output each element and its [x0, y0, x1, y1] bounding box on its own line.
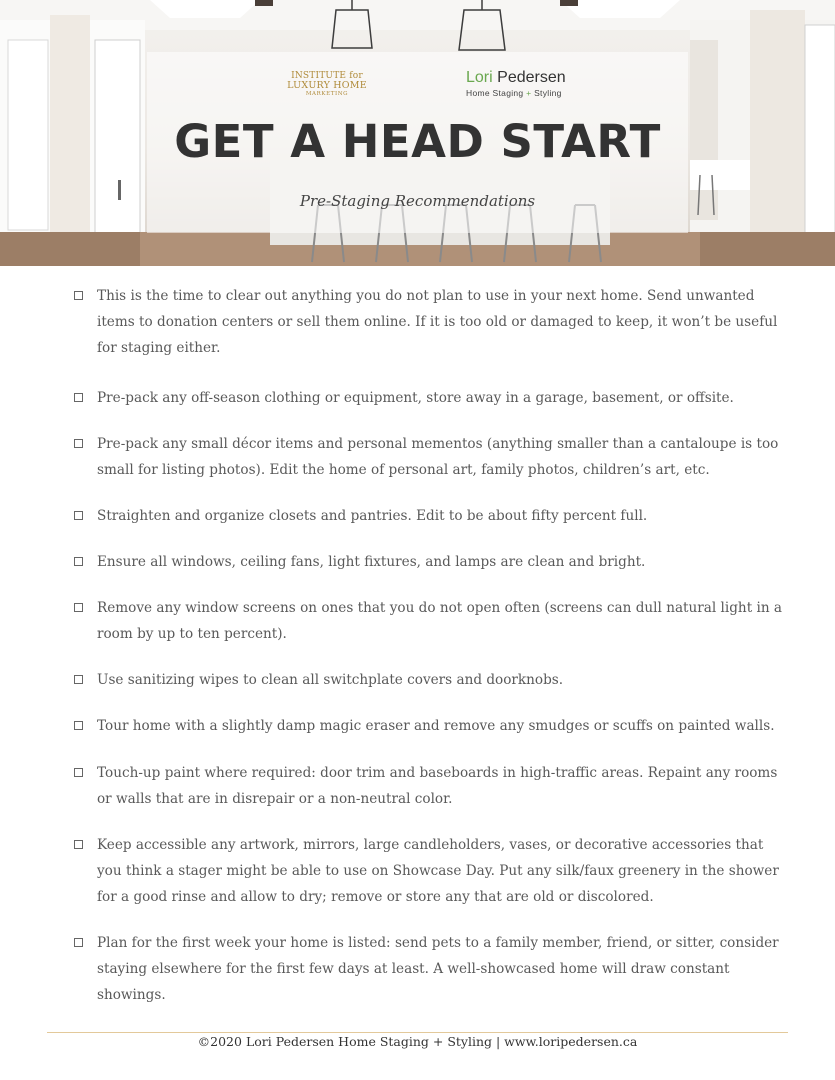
list-item-text: Pre-pack any small décor items and personal mementos (anything smaller than a cantaloupe is too small for listing photos). Edit the home of personal art, family photos, children’s art, etc. [97, 436, 779, 478]
hero-banner [0, 0, 835, 266]
brand-logo [466, 69, 576, 98]
list-item-text: Keep accessible any artwork, mirrors, large candleholders, vases, or decorative accessories that you think a stager might be able to use on Showcase Day. Put any silk/faux greenery in the shower for a good rinse and allow to dry; remove or store any that are old or discolored. [97, 837, 779, 905]
list-item-text: Plan for the first week your home is listed: send pets to a family member, friend, or sitter, consider staying elsewhere for the first few days at least. A well-showcased home will draw constant showings. [97, 935, 779, 1003]
list-item [74, 931, 784, 1008]
checkbox-icon[interactable] [74, 291, 83, 300]
checkbox-icon[interactable] [74, 511, 83, 520]
list-item [74, 550, 784, 576]
checkbox-icon[interactable] [74, 721, 83, 730]
footer-text: ©2020 Lori Pedersen Home Staging + Styling | www.loripedersen.ca [197, 1034, 638, 1049]
list-item-text: Tour home with a slightly damp magic eraser and remove any smudges or scuffs on painted walls. [97, 718, 775, 734]
list-item-text: Touch-up paint where required: door trim and baseboards in high-traffic areas. Repaint any rooms or walls that are in disrepair or a non-neutral color. [97, 765, 778, 807]
institute-logo-line2: LUXURY HOME [287, 80, 367, 91]
list-item-text: Ensure all windows, ceiling fans, light fixtures, and lamps are clean and bright. [97, 554, 646, 570]
institute-logo-line3: MARKETING [305, 91, 349, 97]
list-item-text: This is the time to clear out anything you do not plan to use in your next home. Send unwanted items to donation centers or sell them online. If it is too old or damaged to keep, it won’t be useful for staging either. [97, 288, 778, 356]
page-subtitle: Pre-Staging Recommendations [299, 192, 536, 210]
checkbox-icon[interactable] [74, 938, 83, 947]
institute-logo-line1: INSTITUTE for [291, 71, 363, 81]
checkbox-icon[interactable] [74, 768, 83, 777]
list-item [74, 596, 784, 648]
brand-logo-plus: + [526, 88, 532, 98]
brand-logo-last: Pedersen [497, 69, 566, 86]
brand-logo-tagline-b: Styling [534, 88, 562, 98]
checkbox-icon[interactable] [74, 675, 83, 684]
list-item [74, 504, 784, 530]
brand-logo-first: Lori [466, 69, 493, 86]
page-title: GET A HEAD START [174, 115, 661, 168]
checkbox-icon[interactable] [74, 439, 83, 448]
list-item-text: Remove any window screens on ones that you do not open often (screens can dull natural light in a room by up to ten percent). [97, 600, 783, 642]
list-item [74, 668, 784, 694]
list-item [74, 284, 784, 361]
checkbox-icon[interactable] [74, 840, 83, 849]
footer-divider [47, 1032, 788, 1033]
list-item [74, 761, 784, 813]
checkbox-icon[interactable] [74, 603, 83, 612]
list-item-text: Straighten and organize closets and pantries. Edit to be about fifty percent full. [97, 508, 648, 524]
list-item [74, 386, 784, 412]
list-item [74, 432, 784, 484]
list-item-text: Pre-pack any off-season clothing or equipment, store away in a garage, basement, or offsite. [97, 390, 734, 406]
brand-logo-tagline-a: Home Staging [466, 88, 524, 98]
institute-logo [277, 72, 377, 99]
checkbox-icon[interactable] [74, 393, 83, 402]
list-item [74, 833, 784, 910]
checkbox-icon[interactable] [74, 557, 83, 566]
list-item-text: Use sanitizing wipes to clean all switchplate covers and doorknobs. [97, 672, 564, 688]
list-item [74, 714, 784, 740]
